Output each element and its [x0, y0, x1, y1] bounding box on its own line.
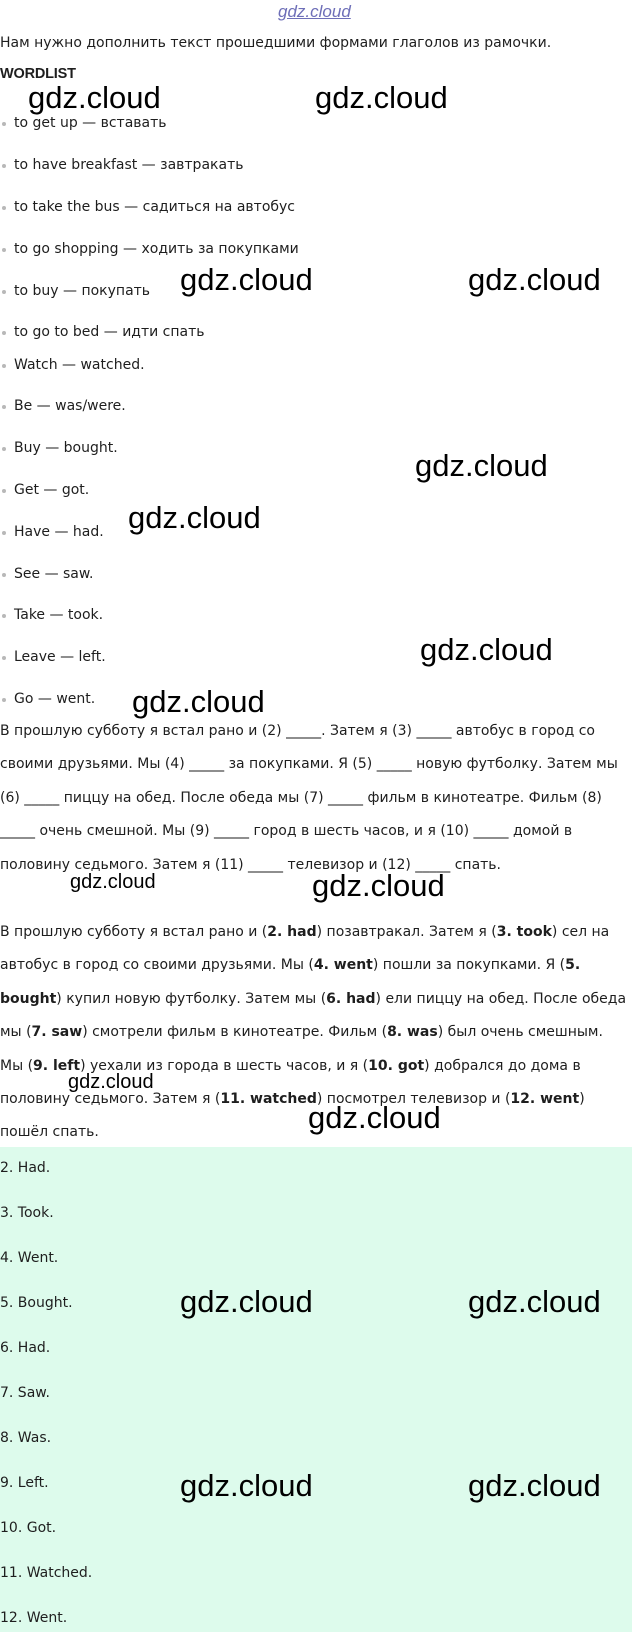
watermark: gdz.cloud — [415, 448, 548, 483]
list-item: Buy — bought. — [14, 440, 118, 456]
list-item: to go shopping — ходить за покупками — [14, 241, 299, 257]
watermark: gdz.cloud — [308, 1100, 441, 1135]
answers-box — [0, 1147, 632, 1632]
list-item: to have breakfast — завтракать — [14, 157, 244, 173]
list-item: to get up — вставать — [14, 115, 167, 131]
watermark: gdz.cloud — [70, 871, 156, 893]
watermark: gdz.cloud — [128, 500, 261, 535]
list-item: Watch — watched. — [14, 357, 145, 373]
watermark: gdz.cloud — [180, 1468, 313, 1503]
header-watermark: gdz.cloud — [278, 2, 351, 21]
watermark: gdz.cloud — [468, 1468, 601, 1503]
watermark: gdz.cloud — [132, 684, 265, 719]
watermark: gdz.cloud — [315, 80, 448, 115]
answer-item: 8. Was. — [0, 1430, 52, 1446]
watermark: gdz.cloud — [312, 868, 445, 903]
answer-item: 6. Had. — [0, 1340, 51, 1356]
answer-item: 7. Saw. — [0, 1385, 50, 1401]
list-item: Be — was/were. — [14, 398, 126, 414]
watermark: gdz.cloud — [468, 262, 601, 297]
watermark: gdz.cloud — [28, 80, 161, 115]
answer-item: 11. Watched. — [0, 1565, 93, 1581]
watermark: gdz.cloud — [180, 1284, 313, 1319]
answer-item: 2. Had. — [0, 1160, 51, 1176]
watermark: gdz.cloud — [468, 1284, 601, 1319]
answer-item: 3. Took. — [0, 1205, 54, 1221]
answer-item: 10. Got. — [0, 1520, 57, 1536]
answer-item: 5. Bought. — [0, 1295, 73, 1311]
list-item: to take the bus — садиться на автобус — [14, 199, 296, 215]
list-item: Take — took. — [14, 607, 104, 623]
intro-text: Нам нужно дополнить текст прошедшими формами глаголов из рамочки. — [0, 35, 552, 51]
list-item: See — saw. — [14, 566, 94, 582]
solution-text: В прошлую субботу я встал рано и (2. had) позавтракал. Затем я (3. took) сел на автобус в город со своими друзьями. Мы (4. went) пошли за покупками. Я (5. bought) купил новую футболку. Затем мы (6. had) ели пиццу на обед. После обеда мы (7. saw) смотрели фильм в кинотеатре. Фильм (8. was) был очень смешным. Мы (9. left) уехали из города в шесть часов, и я (10. got) добрался до дома в половину седьмого. Затем я (11. watched) посмотрел телевизор и (12. went) пошёл спать. — [0, 924, 627, 1141]
answer-item: 9. Left. — [0, 1475, 49, 1491]
watermark: gdz.cloud — [68, 1071, 154, 1093]
list-item: to go to bed — идти спать — [14, 324, 205, 340]
answer-item: 4. Went. — [0, 1250, 59, 1266]
list-item: Have — had. — [14, 524, 104, 540]
task-text: В прошлую субботу я встал рано и (2) _____. Затем я (3) _____ автобус в город со своими друзьями. Мы (4) _____ за покупками. Я (5) _____ новую футболку. Затем мы (6) _____ пиццу на обед. После обеда мы (7) _____ фильм в кинотеатре. Фильм (8) _____ очень смешной. Мы (9) _____ город в шесть часов, и я (10) _____ домой в половину седьмого. Затем я (11) _____ телевизор и (12) _____ спать. — [0, 723, 618, 873]
wordlist-heading: WORDLIST — [0, 66, 76, 82]
answer-item: 12. Went. — [0, 1610, 68, 1626]
list-item: to buy — покупать — [14, 283, 151, 299]
watermark: gdz.cloud — [180, 262, 313, 297]
list-item: Go — went. — [14, 691, 96, 707]
watermark: gdz.cloud — [420, 632, 553, 667]
list-item: Get — got. — [14, 482, 90, 498]
list-item: Leave — left. — [14, 649, 106, 665]
